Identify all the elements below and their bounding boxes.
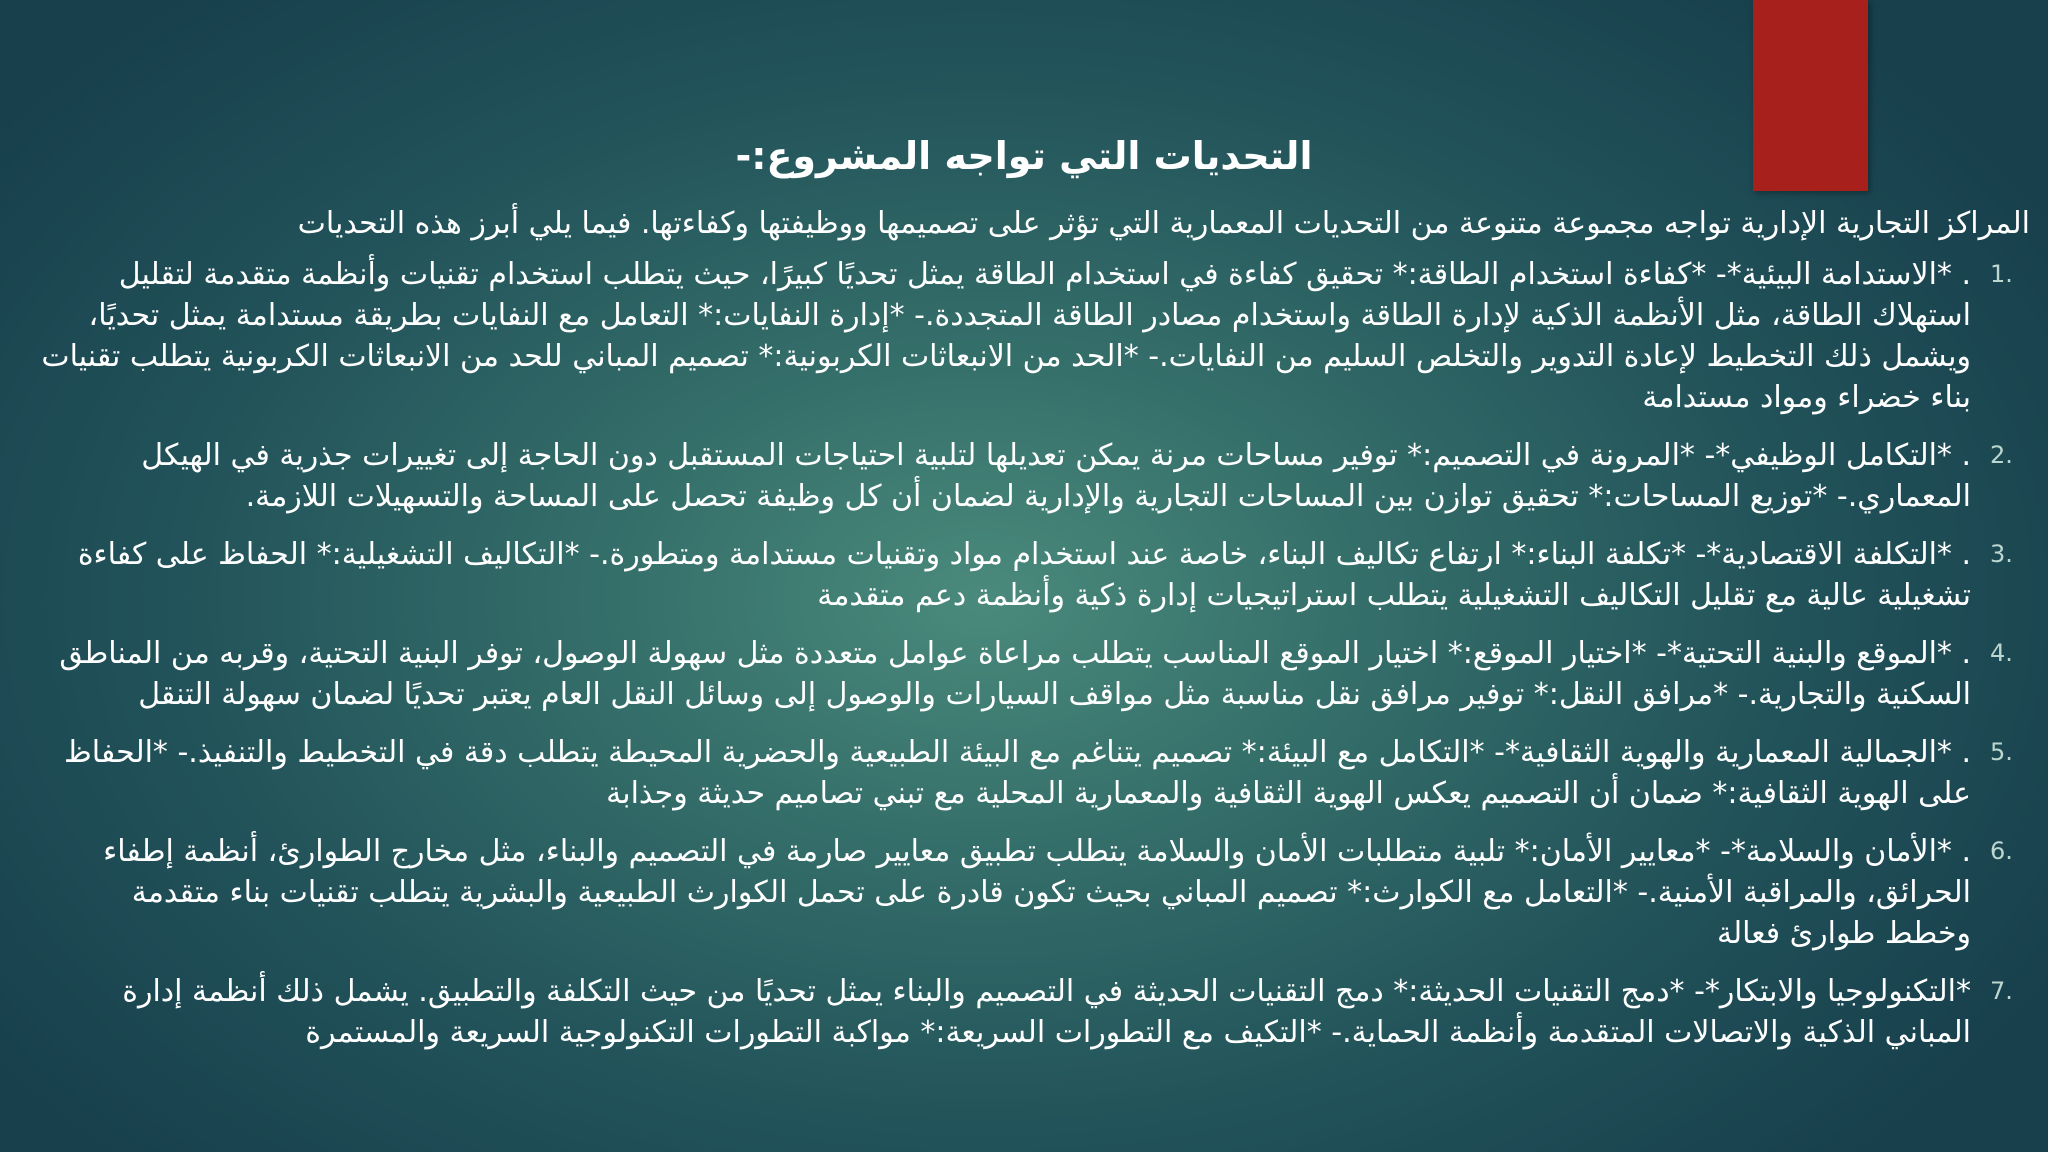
list-item — [40, 971, 2030, 1053]
list-item-text: . *الاستدامة البيئية*- *كفاءة استخدام الطاقة:* تحقيق كفاءة في استخدام الطاقة يمثل تحديًا كبيرًا، حيث يتطلب استخدام تقنيات وأنظمة متقدمة لتقليل استهلاك الطاقة، مثل الأنظمة الذكية لإدارة الطاقة واستخدام مصادر الطاقة المتجددة.- *إدارة النفايات:* التعامل مع النفايات بطريقة مستدامة يمثل تحديًا، ويشمل ذلك التخطيط لإعادة التدوير والتخلص السليم من النفايات.- *الحد من الانبعاثات الكربونية:* تصميم المباني للحد من الانبعاثات الكربونية يتطلب تقنيات بناء خضراء ومواد مستدامة — [41, 257, 1971, 415]
list-item-number: 7. — [1990, 977, 2013, 1005]
list-item-number: 5. — [1990, 738, 2013, 766]
list-item — [40, 633, 2030, 715]
list-item — [40, 435, 2030, 517]
intro-paragraph: المراكز التجارية الإدارية تواجه مجموعة متنوعة من التحديات المعمارية التي تؤثر على تصميمها ووظيفتها وكفاءتها. فيما يلي أبرز هذه التحديات — [297, 206, 2030, 241]
challenges-list — [40, 254, 2030, 1053]
list-item-text: *التكنولوجيا والابتكار*- *دمج التقنيات الحديثة:* دمج التقنيات الحديثة في التصميم والبناء يمثل تحديًا من حيث التكلفة والتطبيق. يشمل ذلك أنظمة إدارة المباني الذكية والاتصالات المتقدمة وأنظمة الحماية.- *التكيف مع التطورات السريعة:* مواكبة التطورات التكنولوجية السريعة والمستمرة — [122, 974, 1971, 1050]
slide-body — [40, 203, 2030, 1070]
list-item-number: 4. — [1990, 639, 2013, 667]
list-item — [40, 534, 2030, 616]
list-item-number: 3. — [1990, 540, 2013, 568]
list-item — [40, 732, 2030, 814]
list-item-number: 1. — [1990, 260, 2013, 288]
list-item-text: . *الجمالية المعمارية والهوية الثقافية*- *التكامل مع البيئة:* تصميم يتناغم مع البيئة الطبيعية والحضرية المحيطة يتطلب دقة في التخطيط والتنفيذ.- *الحفاظ على الهوية الثقافية:* ضمان أن التصميم يعكس الهوية الثقافية والمعمارية المحلية مع تبني تصاميم حديثة وجذابة — [64, 735, 1971, 811]
list-item-number: 2. — [1990, 441, 2013, 469]
list-item — [40, 254, 2030, 418]
slide-title: التحديات التي تواجه المشروع:- — [735, 134, 1313, 178]
list-item-number: 6. — [1990, 837, 2013, 865]
list-item — [40, 831, 2030, 954]
list-item-text: . *التكامل الوظيفي*- *المرونة في التصميم:* توفير مساحات مرنة يمكن تعديلها لتلبية احتياجات المستقبل دون الحاجة إلى تغييرات جذرية في الهيكل المعماري.- *توزيع المساحات:* تحقيق توازن بين المساحات التجارية والإدارية لضمان أن كل وظيفة تحصل على المساحة والتسهيلات اللازمة. — [141, 438, 1971, 514]
list-item-text: . *الأمان والسلامة*- *معايير الأمان:* تلبية متطلبات الأمان والسلامة يتطلب تطبيق معايير صارمة في التصميم والبناء، مثل مخارج الطوارئ، أنظمة إطفاء الحرائق، والمراقبة الأمنية.- *التعامل مع الكوارث:* تصميم المباني بحيث تكون قادرة على تحمل الكوارث الطبيعية والبشرية يتطلب تقنيات بناء متقدمة وخطط طوارئ فعالة — [103, 834, 1971, 951]
list-item-text: . *الموقع والبنية التحتية*- *اختيار الموقع:* اختيار الموقع المناسب يتطلب مراعاة عوامل متعددة مثل سهولة الوصول، توفر البنية التحتية، وقربه من المناطق السكنية والتجارية.- *مرافق النقل:* توفير مرافق نقل مناسبة مثل مواقف السيارات والوصول إلى وسائل النقل العام يعتبر تحديًا لضمان سهولة التنقل — [59, 636, 1971, 712]
list-item-text: . *التكلفة الاقتصادية*- *تكلفة البناء:* ارتفاع تكاليف البناء، خاصة عند استخدام مواد وتقنيات مستدامة ومتطورة.- *التكاليف التشغيلية:* الحفاظ على كفاءة تشغيلية عالية مع تقليل التكاليف التشغيلية يتطلب استراتيجيات إدارة ذكية وأنظمة دعم متقدمة — [77, 537, 1971, 613]
